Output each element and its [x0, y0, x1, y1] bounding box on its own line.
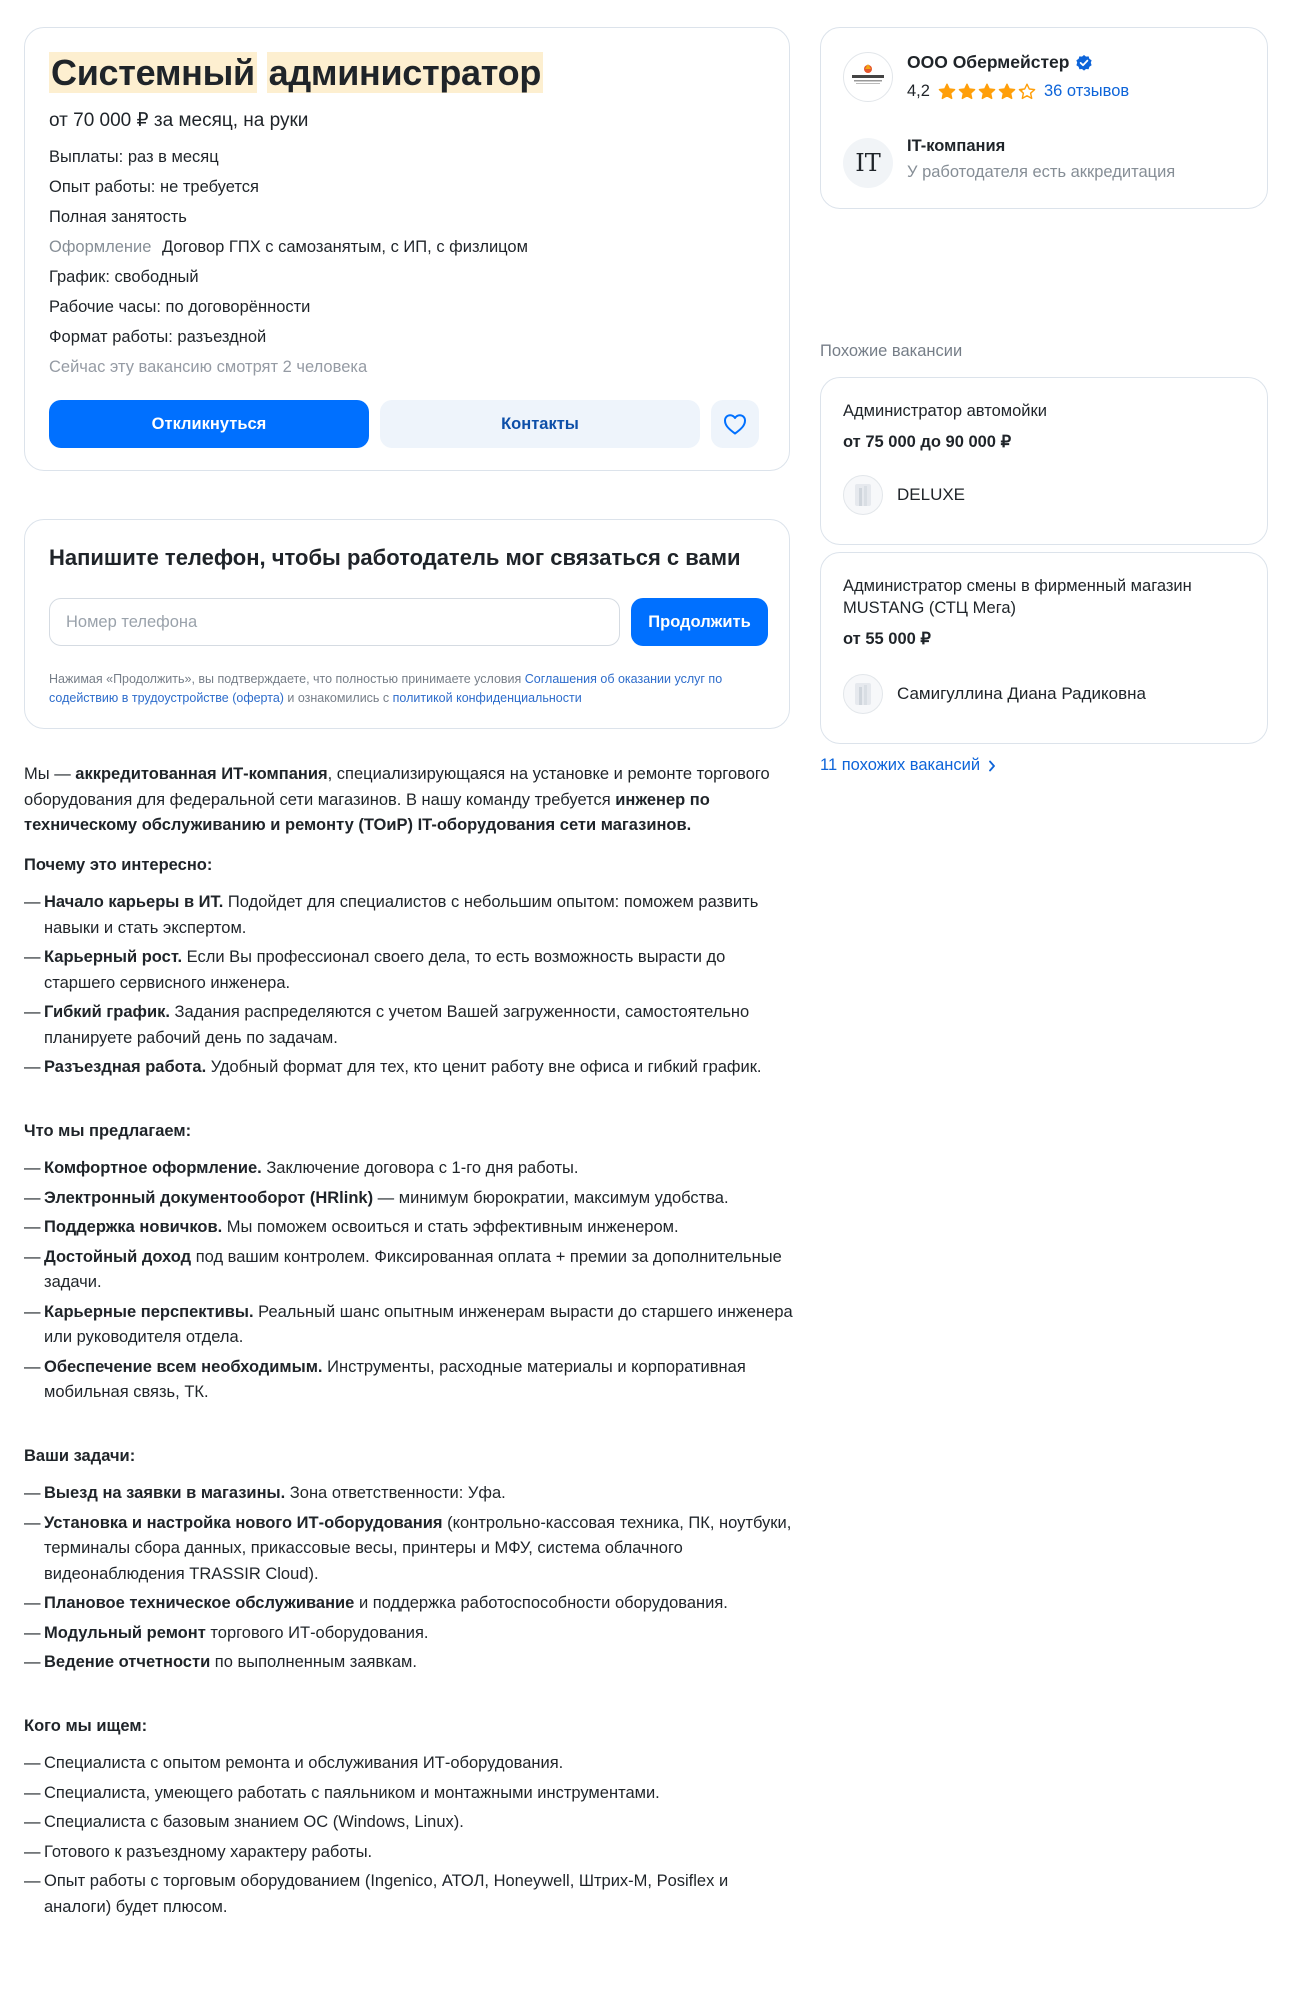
fact-schedule: График: свободный: [49, 268, 199, 286]
offer-title: Что мы предлагаем:: [24, 1121, 192, 1140]
list-item: [24, 1810, 794, 1836]
vacancy-description: [24, 762, 794, 1924]
list-item: [24, 1245, 794, 1296]
list-item: [24, 1055, 794, 1081]
star-icon: [978, 83, 996, 100]
vacancy-title: [49, 50, 765, 96]
list-item-text: — минимум бюрократии, максимум удобства.: [373, 1188, 729, 1207]
list-item: [24, 1156, 794, 1182]
contract-label: Оформление: [49, 238, 152, 256]
title-word-2: администратор: [268, 52, 542, 93]
list-item: [24, 1215, 794, 1241]
list-item-bold: Начало карьеры в ИТ.: [44, 893, 224, 911]
list-item-bold: Достойный доход: [44, 1247, 192, 1266]
contacts-button[interactable]: Контакты: [380, 400, 700, 448]
list-item-bold: Ведение отчетности: [44, 1653, 211, 1671]
similar-vacancies-label: Похожие вакансии: [820, 342, 963, 360]
similar-vacancy-salary: от 75 000 до 90 000 ₽: [843, 433, 1012, 451]
star-icon: [998, 83, 1016, 100]
seek-title: Кого мы ищем:: [24, 1716, 148, 1735]
similar-vacancy-card[interactable]: [820, 552, 1268, 744]
list-item: [24, 1869, 794, 1920]
list-item-bold: Обеспечение всем необходимым.: [44, 1357, 323, 1376]
fact-format: Формат работы: разъездной: [49, 328, 267, 346]
viewers-count: Сейчас эту вакансию смотрят 2 человека: [49, 358, 368, 376]
list-item: [24, 1000, 794, 1051]
more-similar-label[interactable]: 11 похожих вакансий: [820, 756, 981, 774]
rating-stars: [938, 83, 1036, 100]
rating-value: 4,2: [907, 82, 930, 100]
list-item: [24, 1511, 794, 1588]
star-icon: [958, 83, 976, 100]
contract-value: Договор ГПХ с самозанятым, с ИП, с физлицом: [162, 238, 528, 256]
list-item-bold: Установка и настройка нового ИТ-оборудования: [44, 1513, 443, 1532]
list-item-text: Инструменты, расходные материалы и корпоративная мобильная связь, ТК.: [44, 1357, 746, 1401]
employer-name: DELUXE: [897, 485, 966, 504]
vacancy-facts: [49, 142, 765, 382]
list-item: [24, 1650, 794, 1676]
fact-experience: Опыт работы: не требуется: [49, 178, 259, 196]
list-item-text: Если Вы профессионал своего дела, то есть возможность вырасти до старшего сервисного инженера.: [44, 948, 726, 992]
list-item-text: Специалиста, умеющего работать с паяльником и монтажными инструментами.: [44, 1783, 660, 1802]
intro-bold-2: инженер по техническому обслуживанию и ремонту (ТОиР) IT-оборудования сети магазинов.: [24, 790, 710, 834]
similar-vacancy-title[interactable]: Администратор смены в фирменный магазин MUSTANG (СТЦ Мега): [843, 577, 1192, 617]
fact-hours: Рабочие часы: по договорённости: [49, 298, 311, 316]
list-item-bold: Гибкий график.: [44, 1003, 170, 1021]
similar-vacancy-card[interactable]: [820, 377, 1268, 545]
list-item-text: Задания распределяются с учетом Вашей загруженности, самостоятельно планируете рабочий день по задачам.: [44, 1003, 750, 1047]
list-item-bold: Карьерный рост.: [44, 948, 183, 966]
company-logo[interactable]: [843, 52, 893, 102]
privacy-policy-link[interactable]: политикой конфиденциальности: [392, 691, 582, 705]
list-item-bold: Электронный документооборот (HRlink): [44, 1188, 374, 1207]
it-company-icon: IT: [843, 138, 893, 188]
intro-bold-1: аккредитованная ИТ-компания: [75, 765, 328, 783]
list-item-text: по выполненным заявкам.: [210, 1653, 417, 1671]
employer-name: Самигуллина Диана Радиковна: [897, 684, 1146, 703]
heart-icon: [723, 413, 747, 435]
list-item-text: Удобный формат для тех, кто ценит работу вне офиса и гибкий график.: [206, 1058, 762, 1076]
reviews-link[interactable]: 36 отзывов: [1043, 82, 1130, 100]
rating-row: [907, 82, 1129, 101]
list-item-text: и поддержка работоспособности оборудования.: [354, 1594, 728, 1612]
vacancy-card: [24, 27, 790, 471]
list-item-bold: Модульный ремонт: [44, 1623, 206, 1642]
it-company-title: IT-компания: [907, 137, 1006, 155]
list-item: [24, 1300, 794, 1351]
phone-form-card: [24, 519, 790, 729]
continue-button[interactable]: Продолжить: [631, 598, 768, 646]
list-item: [24, 890, 794, 941]
list-item-text: Специалиста с опытом ремонта и обслуживания ИТ-оборудования.: [44, 1754, 564, 1772]
list-item-text: Специалиста с базовым знанием ОС (Windows, Linux).: [44, 1813, 464, 1831]
tasks-title: Ваши задачи:: [24, 1446, 136, 1465]
phone-form-row: [49, 598, 767, 646]
why-list: [24, 890, 794, 1081]
why-title: Почему это интересно:: [24, 855, 213, 874]
company-card: [820, 27, 1268, 209]
list-item: [24, 1591, 794, 1617]
similar-vacancy-title[interactable]: Администратор автомойки: [843, 402, 1047, 420]
list-item-text: Мы поможем освоиться и стать эффективным инженером.: [222, 1218, 679, 1236]
list-item-bold: Плановое техническое обслуживание: [44, 1594, 355, 1612]
vacancy-actions: [49, 400, 767, 448]
offer-list: [24, 1156, 794, 1406]
employer-avatar-icon: [843, 475, 883, 515]
list-item: [24, 1781, 794, 1807]
list-item: [24, 1186, 794, 1212]
company-name[interactable]: ООО Обермейстер: [907, 52, 1070, 72]
list-item: [24, 1751, 794, 1777]
list-item-bold: Карьерные перспективы.: [44, 1302, 254, 1321]
employer-avatar-icon: [843, 674, 883, 714]
list-item: [24, 1840, 794, 1866]
list-item-text: (контрольно-кассовая техника, ПК, ноутбуки, терминалы сбора данных, прикассовые весы, принтеры и МФУ, система облачного видеонаблюдения TRASSIR Cloud).: [44, 1513, 792, 1583]
list-item: [24, 1481, 794, 1507]
legal-text: [49, 670, 767, 708]
offer-agreement-link[interactable]: Соглашения об оказании услуг по содействию в трудоустройстве (оферта): [49, 672, 723, 705]
list-item-text: Опыт работы с торговым оборудованием (Ingenico, АТОЛ, Honeywell, Штрих-М, Posiflex и аналоги) будет плюсом.: [44, 1872, 729, 1916]
list-item-bold: Поддержка новичков.: [44, 1218, 223, 1236]
intro-text-2: , специализирующаяся на установке и ремонте торгового оборудования для федеральной сети магазинов. В нашу команду требуется: [24, 765, 770, 809]
list-item-text: торгового ИТ-оборудования.: [205, 1623, 429, 1642]
more-similar-link[interactable]: [820, 756, 996, 775]
list-item-text: Подойдет для специалистов с небольшим опытом: поможем развить навыки и стать экспертом.: [44, 893, 759, 937]
list-item: [24, 945, 794, 996]
similar-vacancy-salary: от 55 000 ₽: [843, 630, 931, 648]
fact-contract: [49, 232, 765, 262]
verified-check-icon: [1075, 54, 1093, 72]
list-item-text: под вашим контролем. Фиксированная оплата + премии за дополнительные задачи.: [44, 1247, 782, 1291]
list-item: [24, 1621, 794, 1647]
list-item-bold: Выезд на заявки в магазины.: [44, 1484, 286, 1502]
vacancy-salary: от 70 000 ₽ за месяц, на руки: [49, 110, 309, 131]
description-intro: [24, 762, 794, 839]
list-item-text: Готового к разъездному характеру работы.: [44, 1842, 373, 1861]
fact-employment: Полная занятость: [49, 208, 187, 226]
similar-vacancy-employer: [843, 674, 1146, 714]
tasks-list: [24, 1481, 794, 1676]
phone-input[interactable]: [49, 598, 620, 646]
legal-prefix: Нажимая «Продолжить», вы подтверждаете, что полностью принимаете условия: [49, 672, 525, 686]
legal-middle: и ознакомились с: [283, 691, 393, 705]
phone-form-heading: Напишите телефон, чтобы работодатель мог связаться с вами: [49, 545, 741, 570]
company-logo-image: [846, 55, 890, 99]
list-item-text: Зона ответственности: Уфа.: [285, 1484, 506, 1502]
title-word-1: Системный: [51, 52, 255, 93]
list-item-bold: Комфортное оформление.: [44, 1159, 262, 1177]
favorite-button[interactable]: [711, 400, 759, 448]
apply-button[interactable]: Откликнуться: [49, 400, 369, 448]
similar-vacancy-employer: [843, 475, 965, 515]
list-item-text: Заключение договора с 1-го дня работы.: [261, 1159, 579, 1177]
list-item-text: Реальный шанс опытным инженерам вырасти до старшего инженера или руководителя отдела.: [44, 1302, 793, 1346]
star-icon: [938, 83, 956, 100]
chevron-right-icon: [988, 760, 996, 772]
seek-list: [24, 1751, 794, 1920]
fact-payouts: Выплаты: раз в месяц: [49, 148, 219, 166]
company-name-row[interactable]: [907, 52, 1093, 73]
list-item-bold: Разъездная работа.: [44, 1058, 207, 1076]
list-item: [24, 1355, 794, 1406]
star-icon: [1018, 83, 1036, 100]
accreditation-text: У работодателя есть аккредитация: [907, 163, 1176, 181]
intro-text-1: Мы —: [24, 765, 76, 783]
